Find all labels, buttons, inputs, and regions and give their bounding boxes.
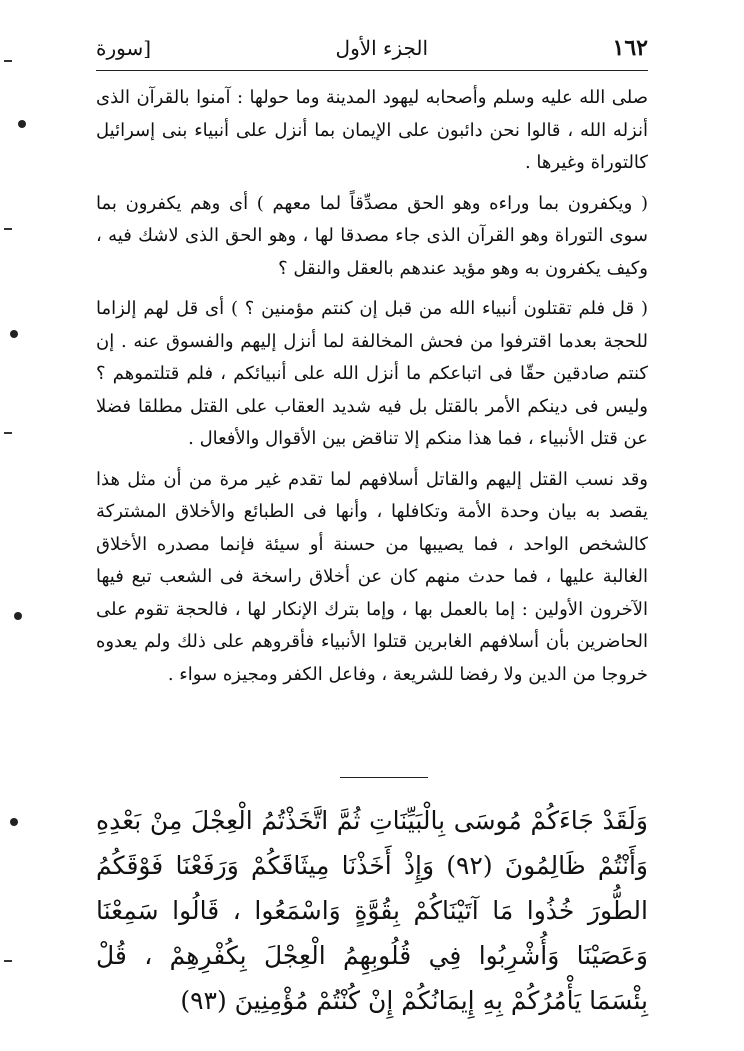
page-number: ١٦٢	[612, 35, 648, 61]
paragraph-1: صلى الله عليه وسلم وأصحابه ليهود المدينة وما حولها : آمنوا بالقرآن الذى أنزله الله ، قالوا نحن دائبون على الإيمان بما أنزل على أنبياء بنى إسرائيل كالتوراة وغيرها .	[96, 87, 648, 173]
commentary-text	[96, 82, 648, 699]
header-rule	[96, 70, 648, 71]
paragraph-3: ( قل فلم تقتلون أنبياء الله من قبل إن كنتم مؤمنين ؟ ) أى قل لهم إلزاما للحجة بعدما اقترفوا من فحش المخالفة لما أنزل إليهم والفسوق عنه . إن كنتم صادقين حقّا فى اتباعكم ما أنزل الله على أنبيائكم ، فلم قتلتموهم ؟ وليس فى دينكم الأمر بالقتل بل فيه شديد العقاب على القتل مطلقا فضلا عن قتل الأنبياء ، فما هذا منكم إلا تناقض بين الأقوال والأفعال .	[96, 298, 648, 449]
scan-mark	[10, 330, 18, 338]
scan-mark	[18, 120, 26, 128]
scan-mark	[14, 612, 22, 620]
paragraph-2: ( ويكفرون بما وراءه وهو الحق مصدِّقاً لما معهم ) أى وهم يكفرون بما سوى التوراة وهو القرآن الذى جاء مصدقا لها ، وهو الحق الذى لاشك فيه ، وكيف يكفرون به وهو مؤيد عندهم بالعقل والنقل ؟	[96, 192, 648, 279]
scan-mark	[4, 960, 12, 962]
page-header	[96, 30, 648, 66]
scan-mark	[4, 60, 12, 62]
scan-mark	[10, 818, 18, 826]
scan-mark	[4, 228, 12, 230]
part-title: الجزء الأول	[335, 36, 429, 60]
paragraph-4: وقد نسب القتل إليهم والقاتل أسلافهم لما تقدم غير مرة من أن مثل هذا يقصد به بيان وحدة الأمة وتكافلها ، وأنها فى الطبائع والأخلاق المشتركة كالشخص الواحد ، فما يصيبها من حسنة أو سيئة فإنما مصدره الأخلاق الغالبة عليها ، فما حدث منهم كان عن أخلاق راسخة فى الشعب تبع فيها الآخرون الأولين : إما بالعمل بها ، وإما بترك الإنكار لها ، فالحجة تقوم على الحاضرين بأن أسلافهم الغابرين قتلوا الأنبياء فأقروهم على ذلك ولم يعدوه خروجا من الدين ولا رفضا للشريعة ، وفاعل الكفر ومجيزه سواء .	[96, 468, 648, 685]
section-divider	[340, 777, 428, 778]
quran-verses: وَلَقَدْ جَاءَكُمْ مُوسَى بِالْبَيِّنَاتِ ثُمَّ اتَّخَذْتُمُ الْعِجْلَ مِنْ بَعْدِهِ وَأَنْتُمْ ظَالِمُونَ (٩٢) وَإِذْ أَخَذْنَا مِيثَاقَكُمْ وَرَفَعْنَا فَوْقَكُمُ الطُّورَ خُذُوا مَا آتَيْنَاكُمْ بِقُوَّةٍ وَاسْمَعُوا ، قَالُوا سَمِعْنَا وَعَصَيْنَا وَأُشْرِبُوا فِي قُلُوبِهِمُ الْعِجْلَ بِكُفْرِهِمْ ، قُلْ بِئْسَمَا يَأْمُرُكُمْ بِهِ إِيمَانُكُمْ إِنْ كُنْتُمْ مُؤْمِنِينَ (٩٣)	[96, 806, 648, 1015]
scan-mark	[4, 432, 12, 434]
surah-label: [سورة	[96, 36, 152, 60]
